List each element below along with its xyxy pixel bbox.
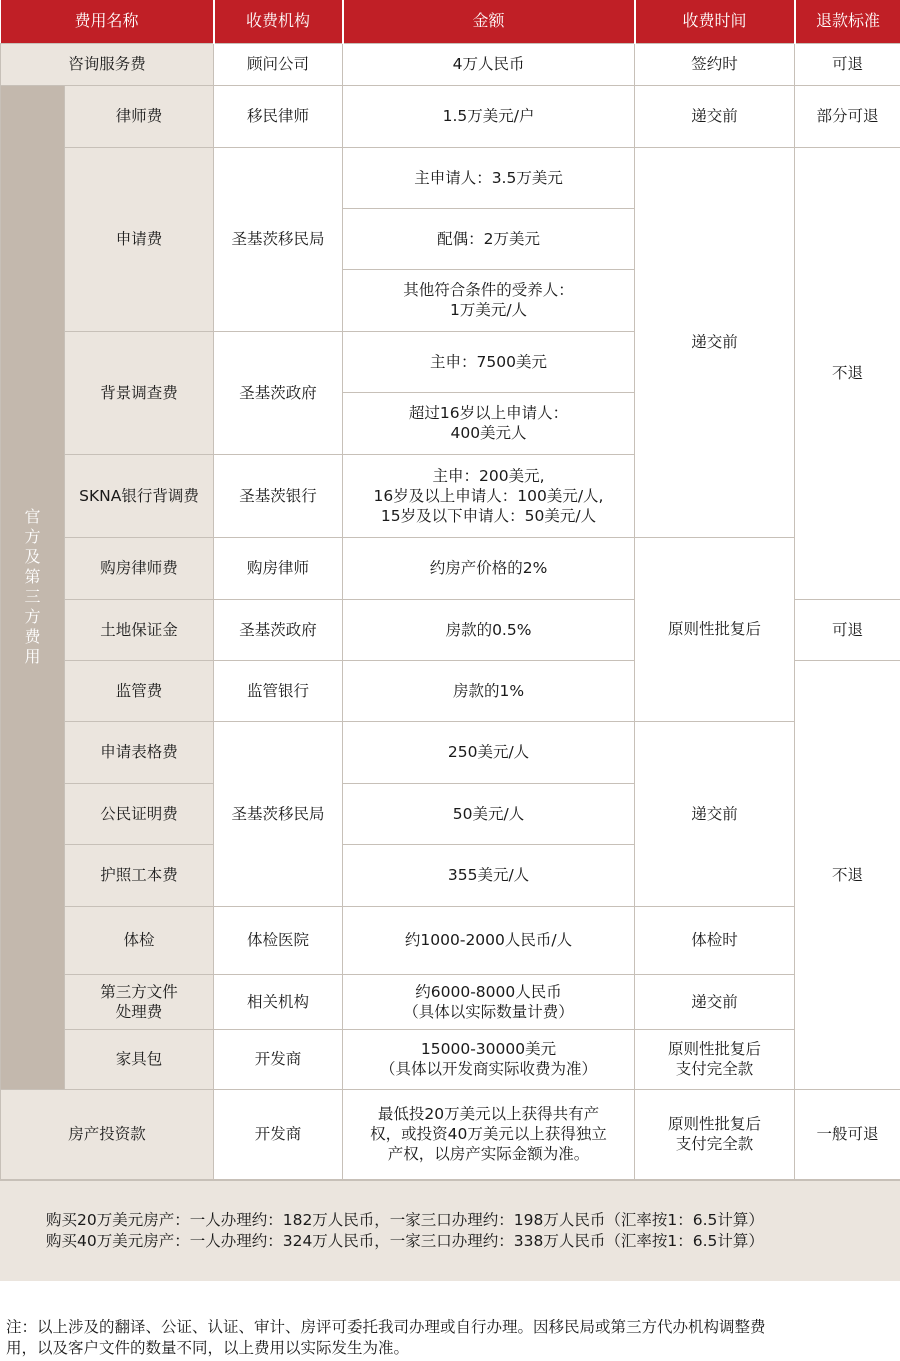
fee-amount xyxy=(343,974,635,1029)
amount-line: 1万美元/人 xyxy=(449,301,528,319)
fee-org: 监管银行 xyxy=(214,660,343,721)
fee-time: 递交前 xyxy=(635,147,795,537)
time-line: 原则性批复后 xyxy=(668,1040,762,1058)
summary-line: 购买40万美元房产：一人办理约：324万人民币，一家三口办理约：338万人民币（汇率按1：6.5计算） xyxy=(46,1232,764,1250)
amount-line: 15000-30000美元 xyxy=(420,1040,557,1058)
fee-time: 递交前 xyxy=(635,721,795,906)
header-time: 收费时间 xyxy=(635,0,795,43)
fee-amount: 主申请人：3.5万美元 xyxy=(343,147,635,208)
fee-org: 开发商 xyxy=(214,1029,343,1089)
fee-amount xyxy=(343,454,635,537)
fee-name: 体检 xyxy=(65,906,214,974)
fee-amount: 约房产价格的2% xyxy=(343,537,635,599)
table-row xyxy=(1,147,900,208)
fee-amount xyxy=(343,269,635,331)
header-fee-name: 费用名称 xyxy=(1,0,214,43)
table-header-row xyxy=(1,0,900,43)
fee-time: 递交前 xyxy=(635,85,795,147)
header-org: 收费机构 xyxy=(214,0,343,43)
fee-refund: 部分可退 xyxy=(795,85,900,147)
fee-amount: 250美元/人 xyxy=(343,721,635,783)
fee-name: 背景调查费 xyxy=(65,331,214,454)
fee-amount: 4万人民币 xyxy=(343,43,635,85)
fee-name: SKNA银行背调费 xyxy=(65,454,214,537)
fee-amount xyxy=(343,392,635,454)
fee-name: 申请表格费 xyxy=(65,721,214,783)
fee-org: 圣基茨政府 xyxy=(214,331,343,454)
time-line: 支付完全款 xyxy=(675,1135,754,1153)
amount-line: 其他符合条件的受养人： xyxy=(403,281,574,299)
footnote-line: 用，以及客户文件的数量不同，以上费用以实际发生为准。 xyxy=(6,1339,410,1357)
fee-amount xyxy=(343,1089,635,1179)
fee-name xyxy=(65,974,214,1029)
fee-org: 圣基茨政府 xyxy=(214,599,343,660)
fee-amount: 配偶：2万美元 xyxy=(343,208,635,269)
table-row xyxy=(1,537,900,599)
table-row xyxy=(1,906,900,974)
amount-line: 超过16岁以上申请人： xyxy=(408,404,569,422)
header-amount: 金额 xyxy=(343,0,635,43)
fee-name: 房产投资款 xyxy=(1,1089,214,1179)
amount-line: 最低投20万美元以上获得共有产 xyxy=(377,1105,600,1123)
table-row xyxy=(1,721,900,783)
amount-line: 产权，以房产实际金额为准。 xyxy=(387,1145,590,1163)
fee-name: 咨询服务费 xyxy=(1,43,214,85)
fee-refund: 一般可退 xyxy=(795,1089,900,1179)
fee-amount: 355美元/人 xyxy=(343,844,635,906)
fee-name: 监管费 xyxy=(65,660,214,721)
fee-time: 原则性批复后 xyxy=(635,537,795,721)
fee-org: 移民律师 xyxy=(214,85,343,147)
footnote-line: 注：以上涉及的翻译、公证、认证、审计、房评可委托我司办理或自行办理。因移民局或第三方代办机构调整费 xyxy=(6,1318,766,1336)
name-line: 第三方文件 xyxy=(100,982,178,1001)
time-line: 原则性批复后 xyxy=(668,1115,762,1133)
cost-summary xyxy=(0,1180,900,1281)
footnote xyxy=(6,1317,896,1359)
time-line: 支付完全款 xyxy=(675,1060,754,1078)
fee-amount: 约1000-2000人民币/人 xyxy=(343,906,635,974)
table-row xyxy=(1,85,900,147)
fee-time: 体检时 xyxy=(635,906,795,974)
amount-line: 16岁及以上申请人：100美元/人, xyxy=(373,486,604,505)
fee-amount xyxy=(343,1029,635,1089)
fee-name: 家具包 xyxy=(65,1029,214,1089)
summary-line: 购买20万美元房产：一人办理约：182万人民币，一家三口办理约：198万人民币（汇率按1：6.5计算） xyxy=(46,1211,764,1229)
fee-name: 律师费 xyxy=(65,85,214,147)
amount-line: 400美元人 xyxy=(450,424,527,442)
fee-amount: 50美元/人 xyxy=(343,783,635,844)
fee-amount: 房款的1% xyxy=(343,660,635,721)
fee-org: 顾问公司 xyxy=(214,43,343,85)
fee-name: 申请费 xyxy=(65,147,214,331)
fee-org: 购房律师 xyxy=(214,537,343,599)
table-row xyxy=(1,43,900,85)
fee-time xyxy=(635,1029,795,1089)
amount-line: 15岁及以下申请人：50美元/人 xyxy=(380,506,597,525)
fee-time xyxy=(635,1089,795,1179)
table-row xyxy=(1,974,900,1029)
amount-line: （具体以开发商实际收费为准） xyxy=(380,1060,598,1078)
fee-org: 圣基茨移民局 xyxy=(214,147,343,331)
fee-time: 签约时 xyxy=(635,43,795,85)
fee-org: 圣基茨移民局 xyxy=(214,721,343,906)
fee-refund: 可退 xyxy=(795,43,900,85)
name-line: 处理费 xyxy=(115,1002,163,1021)
fee-name: 护照工本费 xyxy=(65,844,214,906)
header-refund: 退款标准 xyxy=(795,0,900,43)
fee-amount: 主申：7500美元 xyxy=(343,331,635,392)
group-label-cell xyxy=(1,85,65,1089)
fee-org: 相关机构 xyxy=(214,974,343,1029)
amount-line: （具体以实际数量计费） xyxy=(403,1002,574,1021)
fee-refund: 不退 xyxy=(795,660,900,1089)
fee-org: 体检医院 xyxy=(214,906,343,974)
fee-org: 开发商 xyxy=(214,1089,343,1179)
fee-name: 公民证明费 xyxy=(65,783,214,844)
fee-amount: 1.5万美元/户 xyxy=(343,85,635,147)
fee-time: 递交前 xyxy=(635,974,795,1029)
fee-name: 土地保证金 xyxy=(65,599,214,660)
fee-name: 购房律师费 xyxy=(65,537,214,599)
fee-org: 圣基茨银行 xyxy=(214,454,343,537)
table-row xyxy=(1,1029,900,1089)
amount-line: 约6000-8000人民币 xyxy=(415,982,562,1001)
table-row xyxy=(1,1089,900,1179)
group-label: 官方及第三方费用 xyxy=(24,507,41,666)
fee-amount: 房款的0.5% xyxy=(343,599,635,660)
amount-line: 权，或投资40万美元以上获得独立 xyxy=(370,1125,607,1143)
fee-refund: 可退 xyxy=(795,599,900,660)
fee-refund: 不退 xyxy=(795,147,900,599)
amount-line: 主申：200美元, xyxy=(432,466,545,485)
